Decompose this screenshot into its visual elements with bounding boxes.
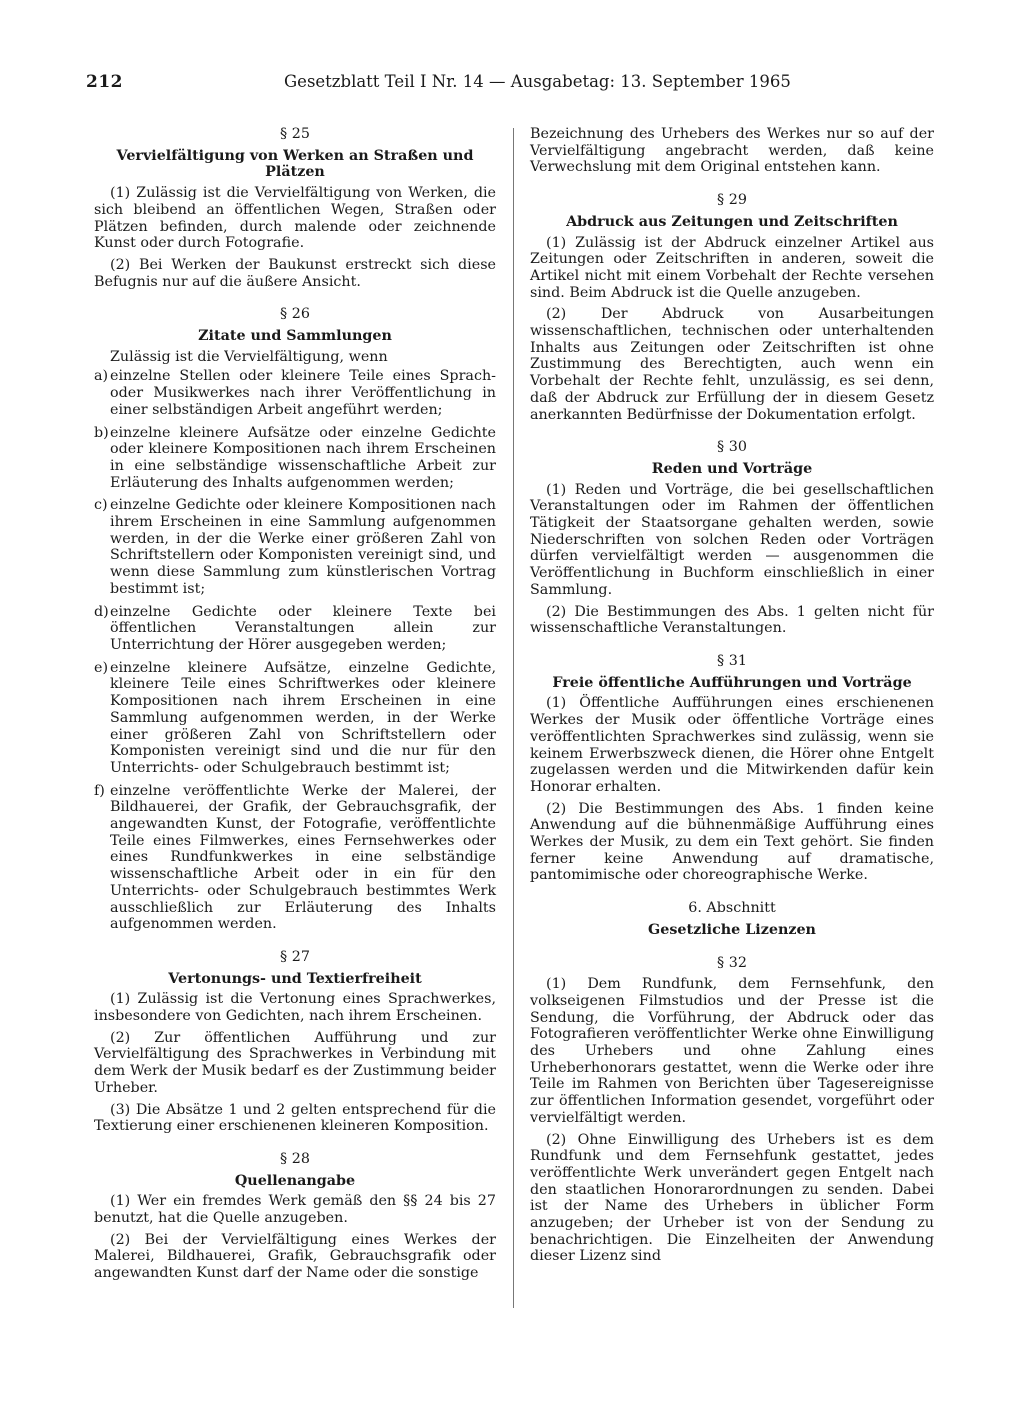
paragraph: (1) Zulässig ist die Vervielfältigung von Werken, die sich bleibend an öffentlichen Wegen, Straßen oder Plätzen befinden, durch malende oder zeichnende Kunst oder durch Fotografie.	[94, 185, 496, 252]
page-number: 212	[86, 72, 123, 92]
list-label: d)	[94, 603, 109, 620]
paragraph: (1) Zulässig ist der Abdruck einzelner Artikel aus Zeitungen oder Zeitschriften in anderen, soweit die Artikel nicht mit einem Vorbehalt der Rechte versehen sind. Beim Abdruck ist die Quelle anzugeben.	[530, 234, 934, 301]
paragraph: (2) Der Abdruck von Ausarbeitungen wissenschaftlichen, technischen oder unterhaltenden Inhalts aus Zeitungen oder Zeitschriften ist ohne Zustimmung des Berechtigten, auch wenn ein Vorbehalt der Rechte fehlt, unzulässig, es sei denn, daß der Abdruck zur Erfüllung der in diesem Gesetz anerkannten Bedürfnisse der Dokumentation erfolgt.	[530, 306, 934, 423]
section-heading-31: Freie öffentliche Aufführungen und Vorträge	[552, 674, 912, 691]
list-text: einzelne Gedichte oder kleinere Texte bei öffentlichen Veranstaltungen allein zur Unterrichtung der Hörer ausgegeben werden;	[110, 603, 496, 653]
paragraph: (1) Dem Rundfunk, dem Fernsehfunk, den volkseigenen Filmstudios und der Presse ist die Sendung, die Vorführung, der Abdruck oder das Fotografieren veröffentlichter Werke ohne Einwilligung des Urhebers und ohne Zahlung eines Urheberhonorars gestattet, wenn die Werke oder ihre Teile im Rahmen von Berichten über Tagesereignisse zur öffentlichen Information gesendet, vorgeführt oder vervielfältigt werden.	[530, 976, 934, 1126]
paragraph: (1) Zulässig ist die Vertonung eines Sprachwerkes, insbesondere von Gedichten, nach ihrem Erscheinen.	[94, 991, 496, 1025]
paragraph-continuation: Bezeichnung des Urhebers des Werkes nur so auf der Vervielfältigung angebracht werden, daß keine Verwechslung mit dem Original entstehen kann.	[530, 126, 934, 176]
section-heading-30: Reden und Vorträge	[651, 460, 813, 477]
paragraph: (1) Wer ein fremdes Werk gemäß den §§ 24 bis 27 benutzt, hat die Quelle anzugeben.	[94, 1193, 496, 1227]
list-text: einzelne Stellen oder kleinere Teile eines Sprach- oder Musikwerkes nach ihrer Veröffentlichung in einer selbständigen Arbeit angeführt werden;	[110, 368, 496, 418]
list-item	[94, 497, 496, 597]
section-heading-27: Vertonungs- und Textierfreiheit	[168, 970, 422, 987]
list-label: f)	[94, 782, 105, 799]
list-item	[94, 783, 496, 933]
chapter-number: 6. Abschnitt	[688, 900, 776, 917]
paragraph: (3) Die Absätze 1 und 2 gelten entsprechend für die Textierung einer erschienenen kleineren Komposition.	[94, 1101, 496, 1135]
list-item	[94, 425, 496, 492]
paragraph: (2) Die Bestimmungen des Abs. 1 gelten nicht für wissenschaftliche Veranstaltungen.	[530, 603, 934, 637]
left-column	[94, 126, 496, 1287]
list-text: einzelne kleinere Aufsätze oder einzelne Gedichte oder kleinere Kompositionen nach ihrem Erscheinen in eine selbständige wissenschaftliche Arbeit zur Erläuterung des Inhalts aufgenommen werden;	[110, 424, 496, 491]
paragraph: (2) Zur öffentlichen Aufführung und zur Vervielfältigung des Sprachwerkes in Verbindung mit dem Werk der Musik bedarf es der Zustimmung beider Urheber.	[94, 1029, 496, 1096]
section-number-31: § 31	[717, 652, 747, 669]
list-item	[94, 368, 496, 418]
list-label: a)	[94, 368, 109, 385]
section-heading-25: Vervielfältigung von Werken an Straßen und Plätzen	[116, 147, 474, 181]
section-number-32: § 32	[717, 954, 747, 971]
section-heading-29: Abdruck aus Zeitungen und Zeitschriften	[566, 213, 898, 230]
section-number-28: § 28	[280, 1150, 310, 1167]
list-item	[94, 660, 496, 777]
list-item	[94, 604, 496, 654]
paragraph: (1) Reden und Vorträge, die bei gesellschaftlichen Veranstaltungen oder im Rahmen der öffentlichen Tätigkeit der Staatsorgane gehalten werden, sowie Niederschriften von solchen Reden oder Vorträgen dürfen vervielfältigt werden — ausgenommen die Veröffentlichung in Buchform einschließlich in einer Sammlung.	[530, 481, 934, 598]
chapter-heading: Gesetzliche Lizenzen	[648, 921, 816, 938]
paragraph: (2) Bei der Vervielfältigung eines Werkes der Malerei, Bildhauerei, Grafik, Gebrauchsgrafik oder angewandten Kunst darf der Name oder die sonstige	[94, 1231, 496, 1282]
paragraph: Zulässig ist die Vervielfältigung, wenn	[110, 348, 388, 365]
right-column	[530, 126, 934, 1270]
running-header: Gesetzblatt Teil I Nr. 14 — Ausgabetag: 13. September 1965	[284, 72, 791, 91]
section-number-25: § 25	[280, 126, 310, 142]
list-text: einzelne veröffentlichte Werke der Malerei, der Bildhauerei, der Grafik, der Gebrauchsgrafik, der angewandten Kunst, der Fotografie, veröffentlichte Teile eines Filmwerkes, eines Fernsehwerkes oder eines Rundfunkwerkes in eine selbständige wissenschaftliche Arbeit oder in ein für den Unterrichts- oder Schulgebrauch bestimmtes Werk ausschließlich zur Erläuterung des Inhalts aufgenommen werden.	[110, 782, 496, 933]
column-divider	[513, 128, 514, 1308]
list-label: c)	[94, 497, 108, 514]
list-label: b)	[94, 424, 109, 441]
section-heading-28: Quellenangabe	[234, 1172, 356, 1189]
section-number-26: § 26	[280, 306, 310, 323]
section-number-29: § 29	[717, 192, 747, 209]
paragraph: (2) Ohne Einwilligung des Urhebers ist es dem Rundfunk und dem Fernsehfunk gestattet, jedes veröffentlichte Werk unverändert gegen Entgelt nach den staatlichen Honorarordnungen zu senden. Dabei ist der Name des Urhebers in üblicher Form anzugeben; der Urheber ist von der Sendung zu benachrichtigen. Die Einzelheiten der Anwendung dieser Lizenz sind	[530, 1131, 934, 1265]
list-text: einzelne kleinere Aufsätze, einzelne Gedichte, kleinere Teile eines Schriftwerkes oder kleinere Kompositionen nach ihrem Erscheinen in eine Sammlung aufgenommen werden, in der Werke einer größeren Zahl von Schriftstellern oder Komponisten vereinigt sind und die nur für den Unterrichts- oder Schulgebrauch bestimmt ist;	[110, 659, 496, 776]
section-number-30: § 30	[717, 439, 747, 456]
paragraph: (2) Die Bestimmungen des Abs. 1 finden keine Anwendung auf die bühnenmäßige Aufführung eines Werkes der Musik, zu dem ein Text gehört. Sie finden ferner keine Anwendung auf dramatische, pantomimische oder choreographische Werke.	[530, 800, 934, 884]
paragraph: (1) Öffentliche Aufführungen eines erschienenen Werkes der Musik oder öffentliche Vorträge eines veröffentlichten Sprachwerkes sind zulässig, wenn sie keinem Erwerbszweck dienen, die Hörer ohne Entgelt zugelassen werden und die Mitwirkenden dafür kein Honorar erhalten.	[530, 695, 934, 795]
list-text: einzelne Gedichte oder kleinere Kompositionen nach ihrem Erscheinen in eine Sammlung aufgenommen werden, in der die Werke einer größeren Zahl von Schriftstellern oder Komponisten vereinigt sind, und wenn diese Sammlung zum künstlerischen Vortrag bestimmt ist;	[110, 497, 496, 597]
section-heading-26: Zitate und Sammlungen	[198, 328, 392, 345]
paragraph: (2) Bei Werken der Baukunst erstreckt sich diese Befugnis nur auf die äußere Ansicht.	[94, 256, 496, 290]
list-label: e)	[94, 659, 109, 676]
section-number-27: § 27	[280, 948, 310, 965]
